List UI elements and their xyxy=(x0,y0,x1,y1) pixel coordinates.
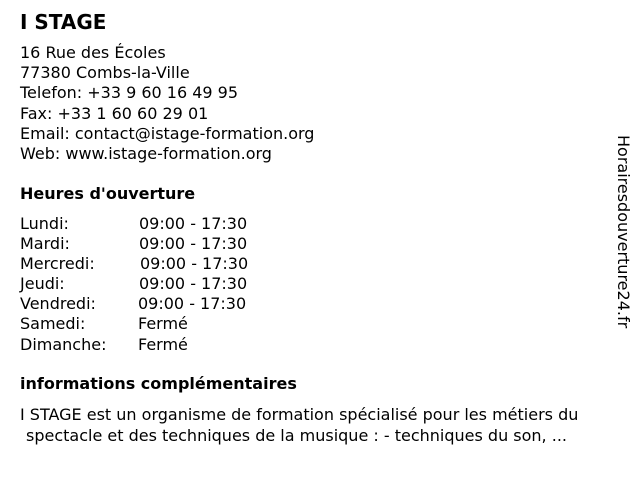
hours-row-tuesday xyxy=(20,234,320,254)
day-label: Dimanche: xyxy=(20,334,107,354)
address-street: 16 Rue des Écoles xyxy=(20,43,166,62)
hours-value: Fermé xyxy=(138,334,188,354)
hours-row-wednesday xyxy=(20,254,320,274)
hours-value: 09:00 - 17:30 xyxy=(140,254,249,274)
contact-block xyxy=(20,43,314,164)
description xyxy=(20,404,638,446)
day-label: Mercredi: xyxy=(20,254,95,274)
hours-value: 09:00 - 17:30 xyxy=(138,294,247,314)
day-label: Mardi: xyxy=(20,234,70,254)
hours-row-saturday xyxy=(20,314,320,334)
hours-table xyxy=(20,214,320,355)
watermark-text: Horairesdouverture24.fr xyxy=(614,135,633,329)
address-city: 77380 Combs-la-Ville xyxy=(20,63,190,83)
business-name: I STAGE xyxy=(20,10,107,34)
description-line: spectacle et des techniques de la musique : - techniques du son, ... xyxy=(26,426,567,445)
fax-number: Fax: +33 1 60 60 29 01 xyxy=(20,103,209,123)
day-label: Samedi: xyxy=(20,314,86,334)
website: Web: www.istage-formation.org xyxy=(20,143,272,163)
phone-number: Telefon: +33 9 60 16 49 95 xyxy=(20,83,239,103)
hours-value: Fermé xyxy=(138,314,188,334)
hours-row-friday xyxy=(20,294,320,314)
hours-row-monday xyxy=(20,214,320,234)
info-heading: informations complémentaires xyxy=(20,374,297,393)
day-label: Lundi: xyxy=(20,214,69,233)
email-address: Email: contact@istage-formation.org xyxy=(20,123,315,143)
hours-value: 09:00 - 17:30 xyxy=(139,274,248,294)
watermark xyxy=(613,135,633,345)
hours-row-thursday xyxy=(20,274,320,294)
day-label: Vendredi: xyxy=(20,294,96,314)
description-line: I STAGE est un organisme de formation spécialisé pour les métiers du xyxy=(20,405,579,424)
hours-heading: Heures d'ouverture xyxy=(20,184,196,203)
hours-row-sunday xyxy=(20,335,320,355)
day-label: Jeudi: xyxy=(20,274,65,294)
hours-value: 09:00 - 17:30 xyxy=(139,214,248,233)
hours-value: 09:00 - 17:30 xyxy=(139,234,248,254)
